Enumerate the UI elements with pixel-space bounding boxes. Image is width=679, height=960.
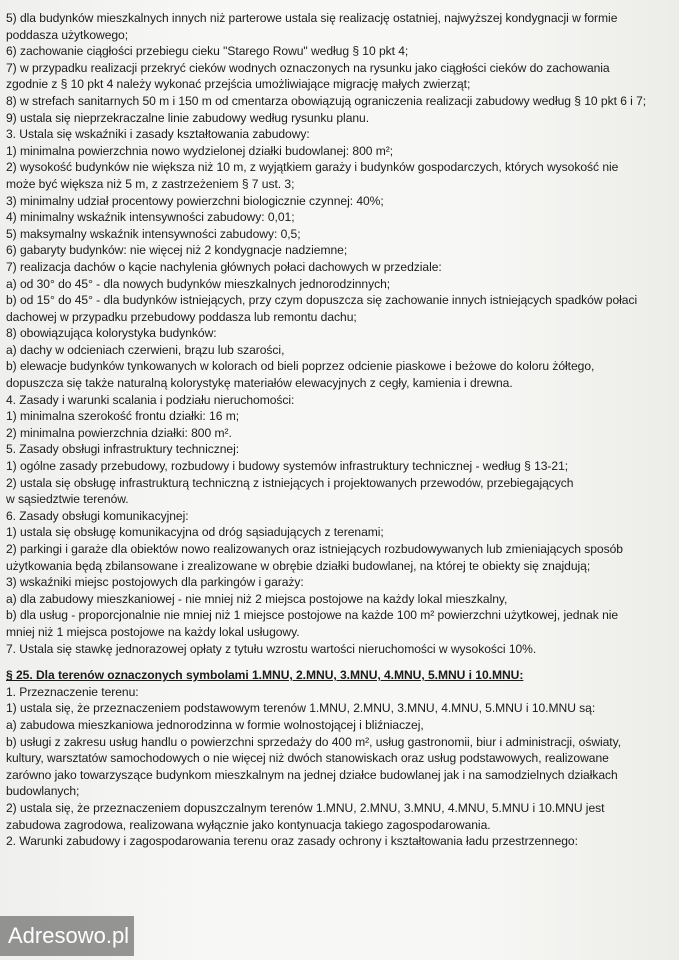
document-line: 6) gabaryty budynków: nie więcej niż 2 kondygnacje nadziemne; (6, 243, 348, 258)
document-line: dopuszcza się także naturalną kolorystykę materiałów elewacyjnych z cegły, kamienia i drewna. (6, 376, 513, 391)
document-line: b) dla usług - proporcjonalnie nie mniej niż 1 miejsce postojowe na każde 100 m² powierzchni użytkowej, jednak nie (6, 608, 619, 623)
document-line: zabudowa zagrodowa, realizowana wyłącznie jako kontynuacja takiego zagospodarowania. (6, 817, 491, 832)
document-line: w sąsiedztwie terenów. (6, 492, 129, 507)
document-line: b) elewacje budynków tynkowanych w kolorach od bieli poprzez odcienie piaskowe i beżowe do koloru żółtego, (6, 359, 595, 374)
document-line: 3) minimalny udział procentowy powierzchni biologicznie czynnej: 40%; (6, 193, 384, 208)
document-line: budowlanych; (6, 784, 80, 799)
document-line: użytkowania będą zbilansowane i zrealizowane w obrębie działki budowlanej, na której te obiekty się znajdują; (6, 558, 591, 573)
document-line: kultury, warsztatów samochodowych o nie więcej niż dwóch stanowiskach oraz usług podstawowych, realizowane (6, 751, 609, 766)
document-line: 1) ogólne zasady przebudowy, rozbudowy i budowy systemów infrastruktury technicznej - według § 13-21; (6, 459, 569, 474)
document-line: a) zabudowa mieszkaniowa jednorodzinna w formie wolnostojącej i bliźniaczej, (6, 717, 424, 732)
document-line: a) dachy w odcieniach czerwieni, brązu lub szarości, (6, 342, 285, 357)
document-line: 9) ustala się nieprzekraczalne linie zabudowy według rysunku planu. (6, 110, 370, 125)
section-title: § 25. Dla terenów oznaczonych symbolami 1.MNU, 2.MNU, 3.MNU, 4.MNU, 5.MNU i 10.MNU: (6, 668, 524, 683)
watermark-logo: Adresowo.pl (0, 916, 134, 956)
document-text (6, 10, 670, 850)
document-line: 5) maksymalny wskaźnik intensywności zabudowy: 0,5; (6, 226, 301, 241)
document-line: 8) obowiązująca kolorystyka budynków: (6, 326, 217, 341)
document-line: 7) w przypadku realizacji przekryć cieków wodnych oznaczonych na rysunku jako ciągłości cieków do zachowania (6, 60, 610, 75)
document-line: 2) parkingi i garaże dla obiektów nowo realizowanych oraz istniejących rozbudowywanych lub zmieniających sposób (6, 542, 623, 556)
document-line: 8) w strefach sanitarnych 50 m i 150 m od cmentarza obowiązują ograniczenia realizacji zabudowy według § 10 pkt 6 i 7; (6, 93, 647, 108)
document-line: 1. Przeznaczenie terenu: (6, 684, 139, 699)
document-line: 3. Ustala się wskaźniki i zasady kształtowania zabudowy: (6, 127, 310, 142)
document-line: 2) ustala się obsługę infrastrukturą techniczną z istniejących i projektowanych przewodów, przebiegających (6, 475, 574, 490)
document-line: 4) minimalny wskaźnik intensywności zabudowy: 0,01; (6, 210, 295, 225)
document-line: 4. Zasady i warunki scalania i podziału nieruchomości: (6, 392, 295, 407)
document-line: zgodnie z § 10 pkt 4 należy wykonać przejścia umożliwiające migrację małych zwierząt; (6, 77, 471, 92)
document-line: 1) minimalna szerokość frontu działki: 16 m; (6, 409, 240, 424)
text-block-1 (6, 10, 670, 657)
document-line: 7. Ustala się stawkę jednorazowej opłaty z tytułu wzrostu wartości nieruchomości w wysokości 10%. (6, 641, 537, 656)
document-line: dachowej w przypadku przebudowy poddasza lub remontu dachu; (6, 309, 357, 324)
document-line: 1) ustala się, że przeznaczeniem podstawowym terenów 1.MNU, 2.MNU, 3.MNU, 4.MNU, 5.MNU i 10.MNU są: (6, 701, 596, 716)
document-line: zarówno jako towarzyszące budynkom mieszkalnym na jednej działce budowlanej jak i na samodzielnych działkach (6, 767, 618, 782)
document-line: 5) dla budynków mieszkalnych innych niż parterowe ustala się realizację ostatniej, najwyższej kondygnacji w formie (6, 11, 618, 25)
document-line: a) dla zabudowy mieszkaniowej - nie mniej niż 2 miejsca postojowe na każdy lokal mieszkalny, (6, 591, 508, 606)
document-line: b) usługi z zakresu usług handlu o powierzchni sprzedaży do 400 m², usług gastronomii, biur i administracji, oświaty, (6, 734, 622, 749)
document-line: mniej niż 1 miejsca postojowe na każdy lokal usługowy. (6, 624, 300, 639)
document-line: 7) realizacja dachów o kącie nachylenia głównych połaci dachowych w przedziale: (6, 259, 442, 274)
document-line: 6. Zasady obsługi komunikacyjnej: (6, 508, 189, 523)
document-line: 5. Zasady obsługi infrastruktury technicznej: (6, 442, 240, 457)
document-line: 3) wskaźniki miejsc postojowych dla parkingów i garaży: (6, 575, 304, 590)
text-block-2 (6, 684, 670, 850)
document-line: 6) zachowanie ciągłości przebiegu cieku "Starego Rowu" według § 10 pkt 4; (6, 44, 409, 59)
document-line: 2) ustala się, że przeznaczeniem dopuszczalnym terenów 1.MNU, 2.MNU, 3.MNU, 4.MNU, 5.MNU i 10.MNU jest (6, 800, 605, 815)
document-line: 1) minimalna powierzchnia nowo wydzielonej działki budowlanej: 800 m²; (6, 143, 394, 158)
document-line: 1) ustala się obsługę komunikacyjna od dróg sąsiadujących z terenami; (6, 525, 384, 540)
document-line: b) od 15° do 45° - dla budynków istniejących, przy czym dopuszcza się zachowanie innych istniejących spadków połaci (6, 293, 638, 308)
document-line: 2) wysokość budynków nie większa niż 10 m, z wyjątkiem garaży i budynków gospodarczych, których wysokość nie (6, 160, 619, 175)
document-line: może być większa niż 5 m, z zastrzeżeniem § 7 ust. 3; (6, 176, 295, 191)
document-line: 2) minimalna powierzchnia działki: 800 m². (6, 425, 232, 440)
document-line: a) od 30° do 45° - dla nowych budynków mieszkalnych jednorodzinnych; (6, 276, 391, 291)
document-line: 2. Warunki zabudowy i zagospodarowania terenu oraz zasady ochrony i kształtowania ładu przestrzennego: (6, 834, 578, 849)
document-line: poddasza użytkowego; (6, 27, 129, 42)
